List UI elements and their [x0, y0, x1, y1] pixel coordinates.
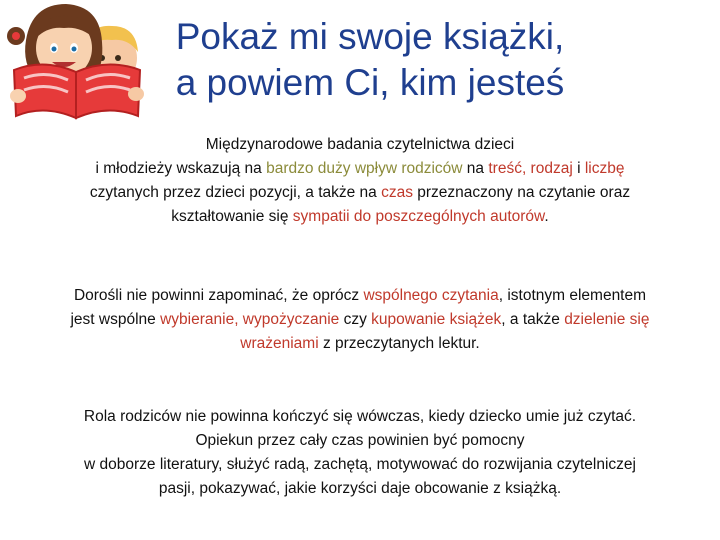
highlight-text: sympatii do poszczególnych autorów — [292, 208, 545, 225]
highlight-text: czas — [381, 184, 413, 201]
highlight-text: bardzo duży wpływ rodziców — [266, 160, 463, 177]
paragraph-line — [30, 308, 690, 332]
text-segment: na — [462, 160, 489, 177]
highlight-text: treść, rodzaj — [488, 160, 573, 177]
highlight-text: dzielenie się — [564, 311, 650, 328]
highlight-text: liczbę — [584, 160, 625, 177]
paragraph-parents-role — [30, 405, 690, 501]
text-segment: Dorośli nie powinni zapominać, że oprócz — [73, 287, 364, 304]
paragraph-line: Opiekun przez cały czas powinien być pomocny — [195, 432, 525, 449]
text-segment: i — [572, 160, 585, 177]
paragraph-research — [30, 133, 690, 229]
text-segment: i młodzieży wskazują na — [95, 160, 267, 177]
paragraph-line — [30, 157, 690, 181]
text-segment: czy — [339, 311, 372, 328]
highlight-text: wybieranie, wypożyczanie — [160, 311, 340, 328]
text-segment: , istotnym elementem — [498, 287, 647, 304]
paragraph-line — [30, 284, 690, 308]
text-segment: przeznaczony na czytanie oraz — [412, 184, 631, 201]
page-title — [130, 14, 610, 106]
text-segment: czytanych przez dzieci pozycji, a także na — [89, 184, 382, 201]
text-segment: kształtowanie się — [171, 208, 293, 225]
paragraph-line — [30, 332, 690, 356]
highlight-text: wspólnego czytania — [363, 287, 499, 304]
paragraph-line: pasji, pokazywać, jakie korzyści daje obcowanie z książką. — [158, 480, 562, 497]
paragraph-line: Międzynarodowe badania czytelnictwa dzieci — [205, 136, 515, 153]
text-segment: z przeczytanych lektur. — [318, 335, 480, 352]
title-line-1: Pokaż mi swoje książki, — [175, 16, 565, 57]
highlight-text: wrażeniami — [240, 335, 319, 352]
paragraph-adults — [30, 284, 690, 356]
paragraph-line: w doborze literatury, służyć radą, zachętą, motywować do rozwijania czytelniczej — [84, 456, 636, 473]
paragraph-line — [30, 205, 690, 229]
title-line-2: a powiem Ci, kim jesteś — [175, 62, 565, 103]
text-segment: , a także — [501, 311, 565, 328]
text-segment: . — [544, 208, 549, 225]
highlight-text: kupowanie książek — [371, 311, 502, 328]
text-segment: jest wspólne — [70, 311, 161, 328]
paragraph-line — [30, 181, 690, 205]
paragraph-line: Rola rodziców nie powinna kończyć się wówczas, kiedy dziecko umie już czytać. — [83, 408, 637, 425]
